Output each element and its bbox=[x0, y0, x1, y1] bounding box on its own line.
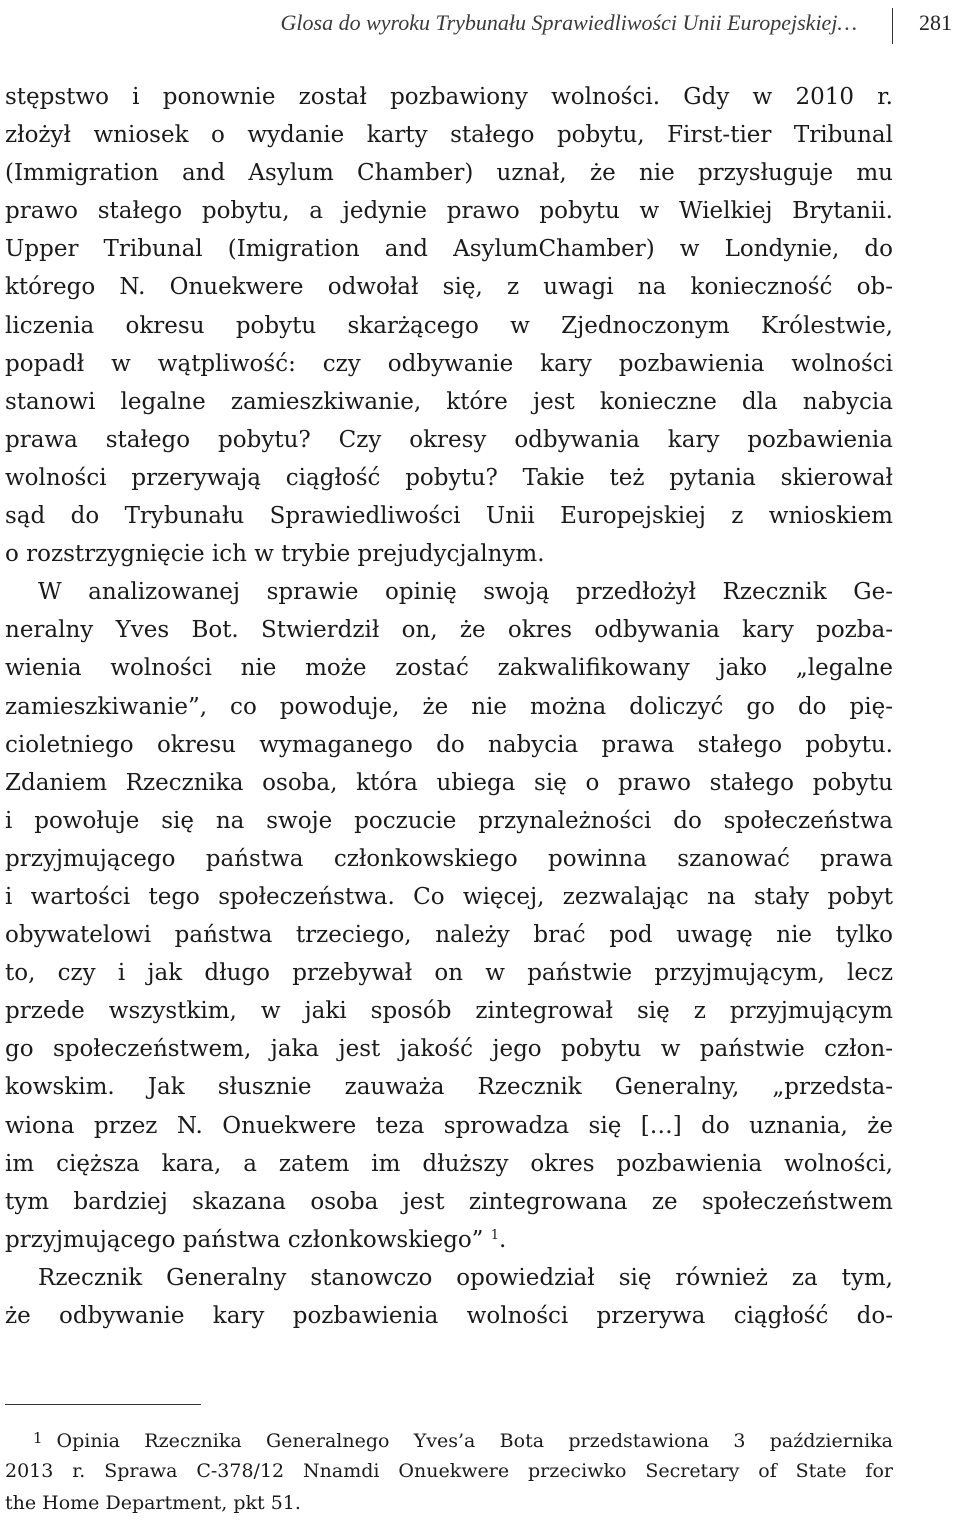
text-line: przede wszystkim, w jaki sposób zintegrował się z przyjmującym bbox=[5, 998, 893, 1025]
footnotes bbox=[5, 1422, 893, 1520]
text-line: zamieszkiwanie”, co powoduje, że nie można doliczyć go do pię- bbox=[5, 693, 893, 720]
text-line: wienia wolności nie może zostać zakwalifikowany jako „legalne bbox=[5, 655, 893, 682]
text-line: przyjmującego państwa członkowskiego powinna szanować prawa bbox=[5, 845, 893, 872]
running-header bbox=[0, 6, 960, 40]
running-title: Glosa do wyroku Trybunału Sprawiedliwości Unii Europejskiej… bbox=[280, 10, 857, 35]
text-line: że odbywanie kary pozbawienia wolności przerywa ciągłość do- bbox=[5, 1303, 893, 1329]
text-line: i wartości tego społeczeństwa. Co więcej, zezwalając na stały pobyt bbox=[5, 883, 893, 910]
text-line: i powołuje się na swoje poczucie przynależności do społeczeństwa bbox=[5, 807, 893, 834]
footnote-line: 2013 r. Sprawa C-378/12 Nnamdi Onuekwere przeciwko Secretary of State for bbox=[5, 1459, 893, 1482]
footnote-line bbox=[5, 1422, 893, 1455]
text-line-with-footnote bbox=[5, 1221, 893, 1259]
text-line: W analizowanej sprawie opinię swoją przedłożył Rzecznik Ge- bbox=[38, 579, 893, 606]
text-line: to, czy i jak długo przebywał on w państwie przyjmującym, lecz bbox=[5, 960, 893, 987]
footnote-separator bbox=[5, 1404, 201, 1405]
text-line: (Immigration and Asylum Chamber) uznał, że nie przysługuje mu bbox=[5, 160, 893, 187]
text-line: wiona przez N. Onuekwere teza sprowadza się […] do uznania, że bbox=[5, 1112, 893, 1139]
text-line: o rozstrzygnięcie ich w trybie prejudycjalnym. bbox=[5, 541, 545, 568]
text-line: Zdaniem Rzecznika osoba, która ubiega się o prawo stałego pobytu bbox=[5, 769, 893, 796]
text-line: którego N. Onuekwere odwołał się, z uwagi na konieczność ob- bbox=[5, 274, 893, 301]
text-line: im cięższa kara, a zatem im dłuższy okres pozbawienia wolności, bbox=[5, 1150, 893, 1177]
text-line: obywatelowi państwa trzeciego, należy brać pod uwagę nie tylko bbox=[5, 922, 893, 949]
text-line: tym bardziej skazana osoba jest zintegrowana ze społeczeństwem bbox=[5, 1188, 893, 1215]
text-line: wolności przerywają ciągłość pobytu? Takie też pytania skierował bbox=[5, 464, 893, 491]
text-line: kowskim. Jak słusznie zauważa Rzecznik Generalny, „przedsta- bbox=[5, 1074, 893, 1101]
text-line: prawa stałego pobytu? Czy okresy odbywania kary pozbawienia bbox=[5, 426, 893, 453]
footnote-reference[interactable]: 1 bbox=[490, 1227, 500, 1243]
page-number: 281 bbox=[919, 10, 952, 35]
footnote-text: Opinia Rzecznika Generalnego Yves’a Bota przedstawiona 3 października bbox=[56, 1430, 893, 1452]
text-line: złożył wniosek o wydanie karty stałego pobytu, First-tier Tribunal bbox=[5, 122, 893, 149]
text-line: neralny Yves Bot. Stwierdził on, że okres odbywania kary pozba- bbox=[5, 617, 893, 644]
main-text bbox=[5, 78, 893, 1335]
text-line: stępstwo i ponownie został pozbawiony wolności. Gdy w 2010 r. bbox=[5, 84, 893, 110]
text-line: go społeczeństwem, jaka jest jakość jego pobytu w państwie człon- bbox=[5, 1036, 893, 1063]
header-divider bbox=[892, 8, 893, 44]
footnote-mark: 1 bbox=[33, 1429, 43, 1447]
text-segment: . bbox=[499, 1226, 507, 1253]
text-line: popadł w wątpliwość: czy odbywanie kary pozbawienia wolności bbox=[5, 350, 893, 377]
text-segment: przyjmującego państwa członkowskiego” bbox=[5, 1226, 484, 1253]
text-line: Upper Tribunal (Imigration and AsylumChamber) w Londynie, do bbox=[5, 236, 893, 263]
text-line: prawo stałego pobytu, a jedynie prawo pobytu w Wielkiej Brytanii. bbox=[5, 198, 893, 225]
footnote-line: the Home Department, pkt 51. bbox=[5, 1492, 301, 1514]
text-line: liczenia okresu pobytu skarżącego w Zjednoczonym Królestwie, bbox=[5, 312, 893, 339]
text-line: stanowi legalne zamieszkiwanie, które jest konieczne dla nabycia bbox=[5, 388, 893, 415]
text-line: Rzecznik Generalny stanowczo opowiedział się również za tym, bbox=[38, 1264, 893, 1291]
text-line: cioletniego okresu wymaganego do nabycia prawa stałego pobytu. bbox=[5, 731, 893, 758]
text-line: sąd do Trybunału Sprawiedliwości Unii Europejskiej z wnioskiem bbox=[5, 503, 893, 530]
